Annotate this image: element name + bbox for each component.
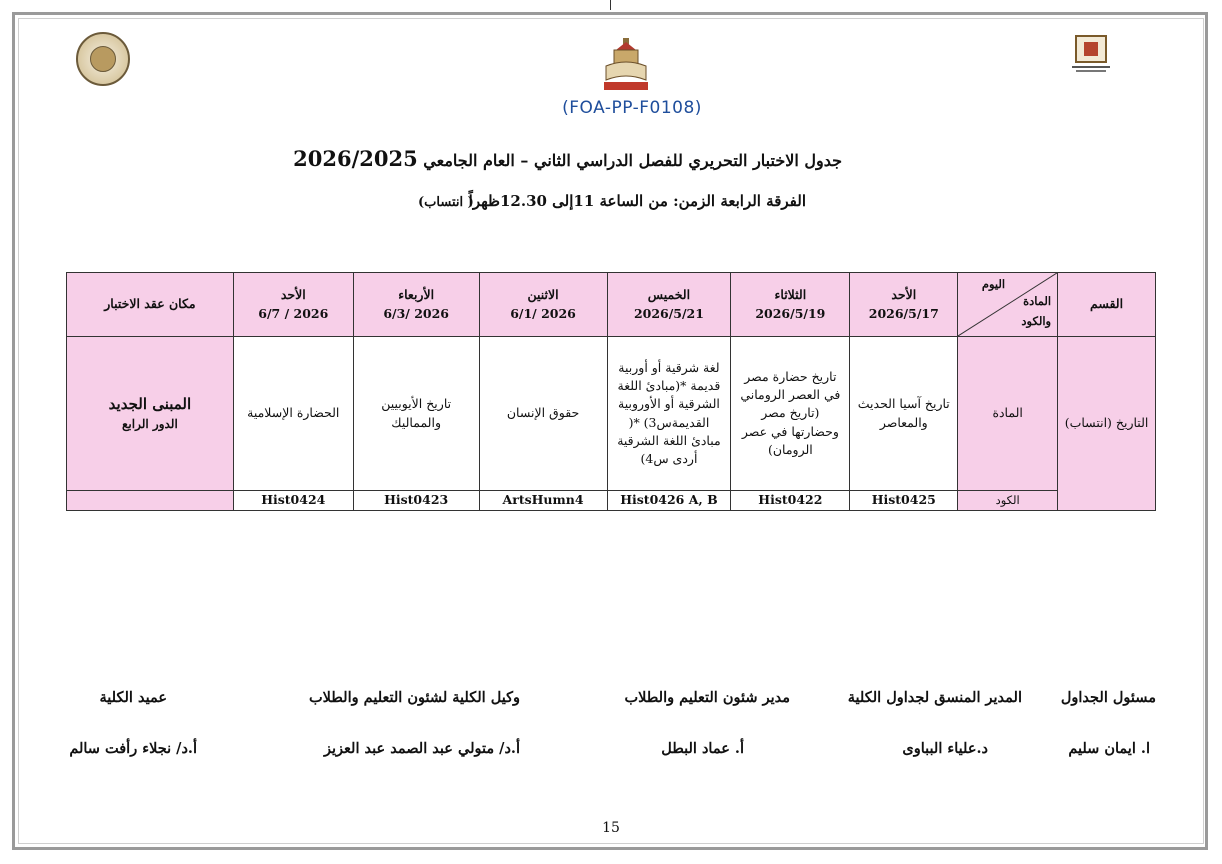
- course-code: Hist0422: [731, 491, 850, 511]
- signature-title: مسئول الجداول: [1060, 689, 1156, 706]
- signature-name: ا. ايمان سليم: [1068, 740, 1150, 757]
- course-code: ArtsHumn4: [479, 491, 607, 511]
- signature-title: مدير شئون التعليم والطلاب: [624, 689, 790, 706]
- exam-time-line: الفرقة الرابعة الزمن: من الساعة 11إلى 12.30ظهراً: [468, 192, 806, 210]
- signature-title: وكيل الكلية لشئون التعليم والطلاب: [308, 689, 520, 706]
- day-header: الثلاثاء 2026/5/19: [731, 273, 850, 337]
- subject-cell: حقوق الإنسان: [479, 337, 607, 491]
- hall-cell: [67, 337, 234, 491]
- subject-cell: الحضارة الإسلامية: [233, 337, 353, 491]
- course-code: Hist0426 A, B: [607, 491, 731, 511]
- day-header: الأحد 2026/5/17: [850, 273, 958, 337]
- subject-row-label: المادة: [958, 337, 1058, 491]
- signature-name: د.علياء البباوى: [902, 740, 988, 757]
- signature-name: أ. عماد البطل: [661, 740, 744, 757]
- corner-subject-label: المادة: [1023, 294, 1052, 308]
- day-header: الأحد 2026 / 6/7: [233, 273, 353, 337]
- page-number: 15: [602, 820, 620, 836]
- university-logo-icon: [1068, 32, 1114, 76]
- corner-code-label: والكود: [1021, 314, 1052, 328]
- subject-cell: لغة شرقية أو أوربية قديمة *(مبادئ اللغة الشرقية أو الأوروبية القديمةس3) *( مبادئ اللغة الشرقية أردى س4): [607, 337, 731, 491]
- day-header: الخميس 2026/5/21: [607, 273, 731, 337]
- seal-logo-icon: [76, 32, 130, 86]
- signature-name: أ.د/ متولي عبد الصمد عبد العزيز: [324, 740, 520, 757]
- hall-header: مكان عقد الاختبار: [67, 273, 234, 337]
- hall-cell-bottom: [67, 491, 234, 511]
- code-row-label: الكود: [958, 491, 1058, 511]
- title-year: 2026/2025: [293, 146, 418, 171]
- subject-cell: تاريخ حضارة مصر في العصر الروماني (تاريخ مصر وحضارتها في عصر الرومان): [731, 337, 850, 491]
- day-header: الاثنين 2026 /6/1: [479, 273, 607, 337]
- subject-cell: تاريخ الأيوبيين والمماليك: [353, 337, 479, 491]
- page-top-tick: [610, 0, 611, 10]
- hall-floor: الدور الرابع: [122, 416, 178, 431]
- exam-schedule-table: [66, 272, 1156, 511]
- enrollment-type: ( انتساب): [418, 195, 474, 210]
- course-code: Hist0423: [353, 491, 479, 511]
- course-code: Hist0424: [233, 491, 353, 511]
- subject-cell: تاريخ آسيا الحديث والمعاصر: [850, 337, 958, 491]
- signature-title: المدير المنسق لجداول الكلية: [847, 689, 1022, 706]
- form-code: (FOA-PP-F0108): [562, 98, 702, 118]
- page-title: [293, 146, 842, 171]
- signature-title: عميد الكلية: [99, 689, 167, 706]
- course-code: Hist0425: [850, 491, 958, 511]
- day-header: الأربعاء 2026 /6/3: [353, 273, 479, 337]
- title-text: جدول الاختبار التحريري للفصل الدراسي الثاني – العام الجامعي: [423, 151, 842, 170]
- department-cell: التاريخ (انتساب): [1058, 337, 1156, 511]
- corner-day-label: اليوم: [981, 277, 1006, 291]
- day-subject-code-header: [958, 273, 1058, 337]
- department-header: القسم: [1058, 273, 1156, 337]
- hall-name: المبنى الجديد: [108, 394, 192, 413]
- faculty-logo-icon: [598, 36, 654, 94]
- signature-name: أ.د/ نجلاء رأفت سالم: [69, 740, 197, 757]
